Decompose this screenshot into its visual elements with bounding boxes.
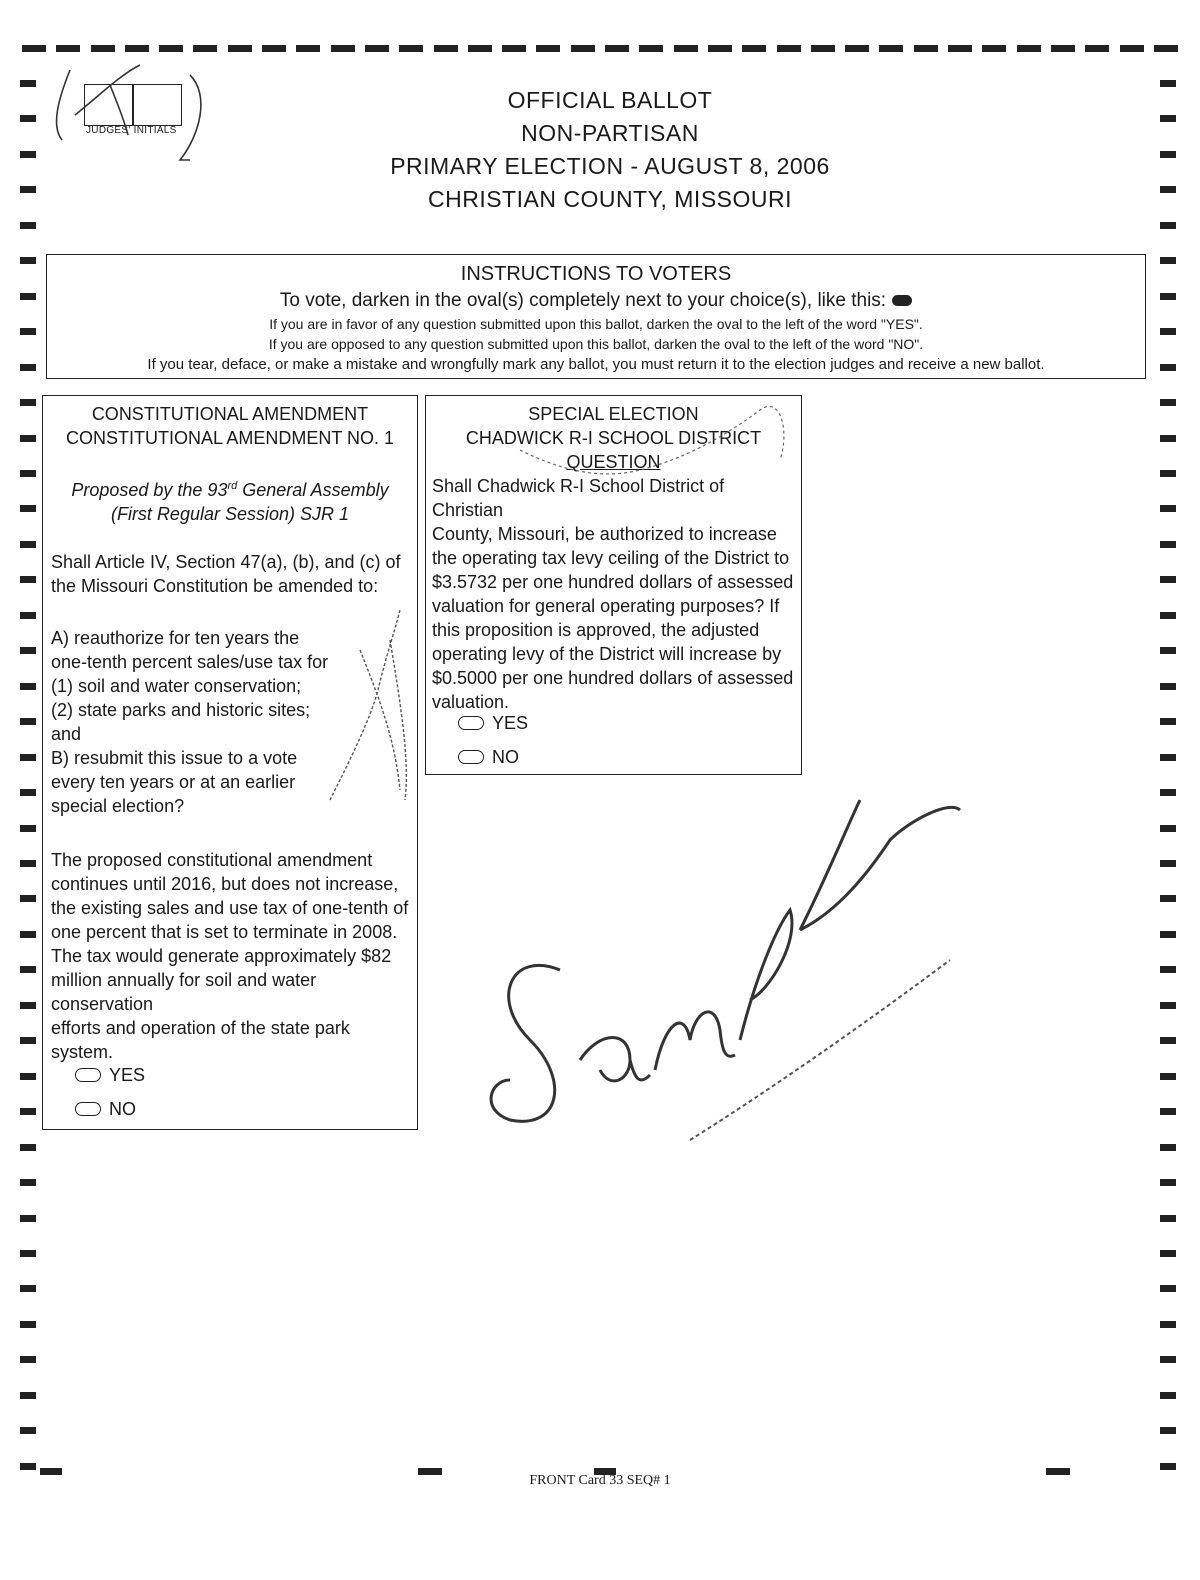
handwritten-sample-signature [470,780,990,1160]
explanation-line: continues until 2016, but does not increase, [51,874,399,894]
special-question-label: QUESTION [566,452,661,472]
amendment-items [43,626,417,818]
special-yes-choice[interactable] [458,706,528,740]
amendment-item: B) resubmit this issue to a vote [51,748,298,768]
explanation-line: the existing sales and use tax of one-tenth of [51,898,409,918]
explanation-line: The tax would generate approximately $82 [51,946,392,966]
amendment-question-line: Shall Article IV, Section 47(a), (b), and (c) of [51,552,401,572]
election-name: PRIMARY ELECTION - AUGUST 8, 2006 [390,153,830,179]
constitutional-amendment-contest [42,395,418,1130]
no-label: NO [492,747,519,767]
yes-label: YES [492,713,529,733]
instructions-title: INSTRUCTIONS TO VOTERS [460,263,732,285]
instructions-box [46,254,1146,379]
instructions-no-line: If you are opposed to any question submitted upon this ballot, darken the oval to the left of the word "NO". [268,336,924,352]
amendment-question-line: the Missouri Constitution be amended to: [51,576,379,596]
explanation-line: one percent that is set to terminate in 2008. [51,922,398,942]
filled-oval-example-icon [892,295,912,306]
initials-scribble [40,55,230,175]
no-label: NO [109,1099,136,1119]
amendment-question [43,550,417,598]
amendment-item: (1) soil and water conservation; [51,676,302,696]
special-choices [458,706,528,774]
amendment-subheading: CONSTITUTIONAL AMENDMENT NO. 1 [65,428,395,448]
amendment-item: special election? [51,796,185,816]
no-oval-icon[interactable] [458,750,484,764]
special-question-text [426,474,801,714]
special-subheading: CHADWICK R-I SCHOOL DISTRICT [465,428,762,448]
yes-oval-icon[interactable] [75,1068,101,1082]
question-line: $3.5732 per one hundred dollars of assessed [432,572,794,592]
amendment-choices [75,1058,145,1126]
instructions-yes-line: If you are in favor of any question submitted upon this ballot, darken the oval to the left of the word "YES". [269,316,923,332]
special-no-choice[interactable] [458,740,528,774]
no-oval-icon[interactable] [75,1102,101,1116]
yes-label: YES [109,1065,146,1085]
amendment-no-choice[interactable] [75,1092,145,1126]
amendment-item: (2) state parks and historic sites; [51,700,311,720]
explanation-line: efforts and operation of the state park system. [51,1018,350,1062]
ballot-header [300,84,920,216]
instructions-tear-line: If you tear, deface, or make a mistake and wrongfully mark any ballot, you must return it to the election judges and receive a new ballot. [147,356,1045,373]
proposed-sup: rd [227,480,238,492]
question-line: County, Missouri, be authorized to increase [432,524,777,544]
instructions-main-text: To vote, darken in the oval(s) completely next to your choice(s), like this: [279,290,887,311]
amendment-yes-choice[interactable] [75,1058,145,1092]
proposed-text-end: General Assembly [237,480,389,500]
amendment-item: every ten years or at an earlier [51,772,296,792]
ballot-type: NON-PARTISAN [521,120,699,146]
question-line: this proposition is approved, the adjusted [432,620,760,640]
question-line: the operating tax levy ceiling of the District to [432,548,790,568]
special-election-contest [425,395,802,775]
amendment-proposed-line1 [43,474,417,502]
amendment-item: and [51,724,82,744]
proposed-text: Proposed by the 93 [71,480,228,500]
amendment-heading: CONSTITUTIONAL AMENDMENT [91,404,369,424]
card-footer: FRONT Card 33 SEQ# 1 [529,1473,671,1488]
amendment-explanation [43,848,417,1064]
judges-initials-label: JUDGES' INITIALS [86,125,177,136]
right-timing-marks [1160,80,1180,1470]
top-timing-marks [22,45,1178,55]
left-timing-marks [20,80,40,1470]
election-jurisdiction: CHRISTIAN COUNTY, MISSOURI [428,186,792,212]
explanation-line: million annually for soil and water conservation [51,970,317,1014]
question-line: Shall Chadwick R-I School District of Christian [432,476,725,520]
amendment-item: one-tenth percent sales/use tax for [51,652,329,672]
amendment-proposed-line2: (First Regular Session) SJR 1 [110,504,350,524]
instructions-main [47,290,1145,312]
question-line: $0.5000 per one hundred dollars of assessed [432,668,794,688]
question-line: valuation for general operating purposes? If [432,596,780,616]
ballot-title: OFFICIAL BALLOT [507,87,713,113]
amendment-item: A) reauthorize for ten years the [51,628,300,648]
question-line: valuation. [432,692,510,712]
yes-oval-icon[interactable] [458,716,484,730]
explanation-line: The proposed constitutional amendment [51,850,373,870]
special-heading: SPECIAL ELECTION [528,404,699,424]
question-line: operating levy of the District will increase by [432,644,782,664]
